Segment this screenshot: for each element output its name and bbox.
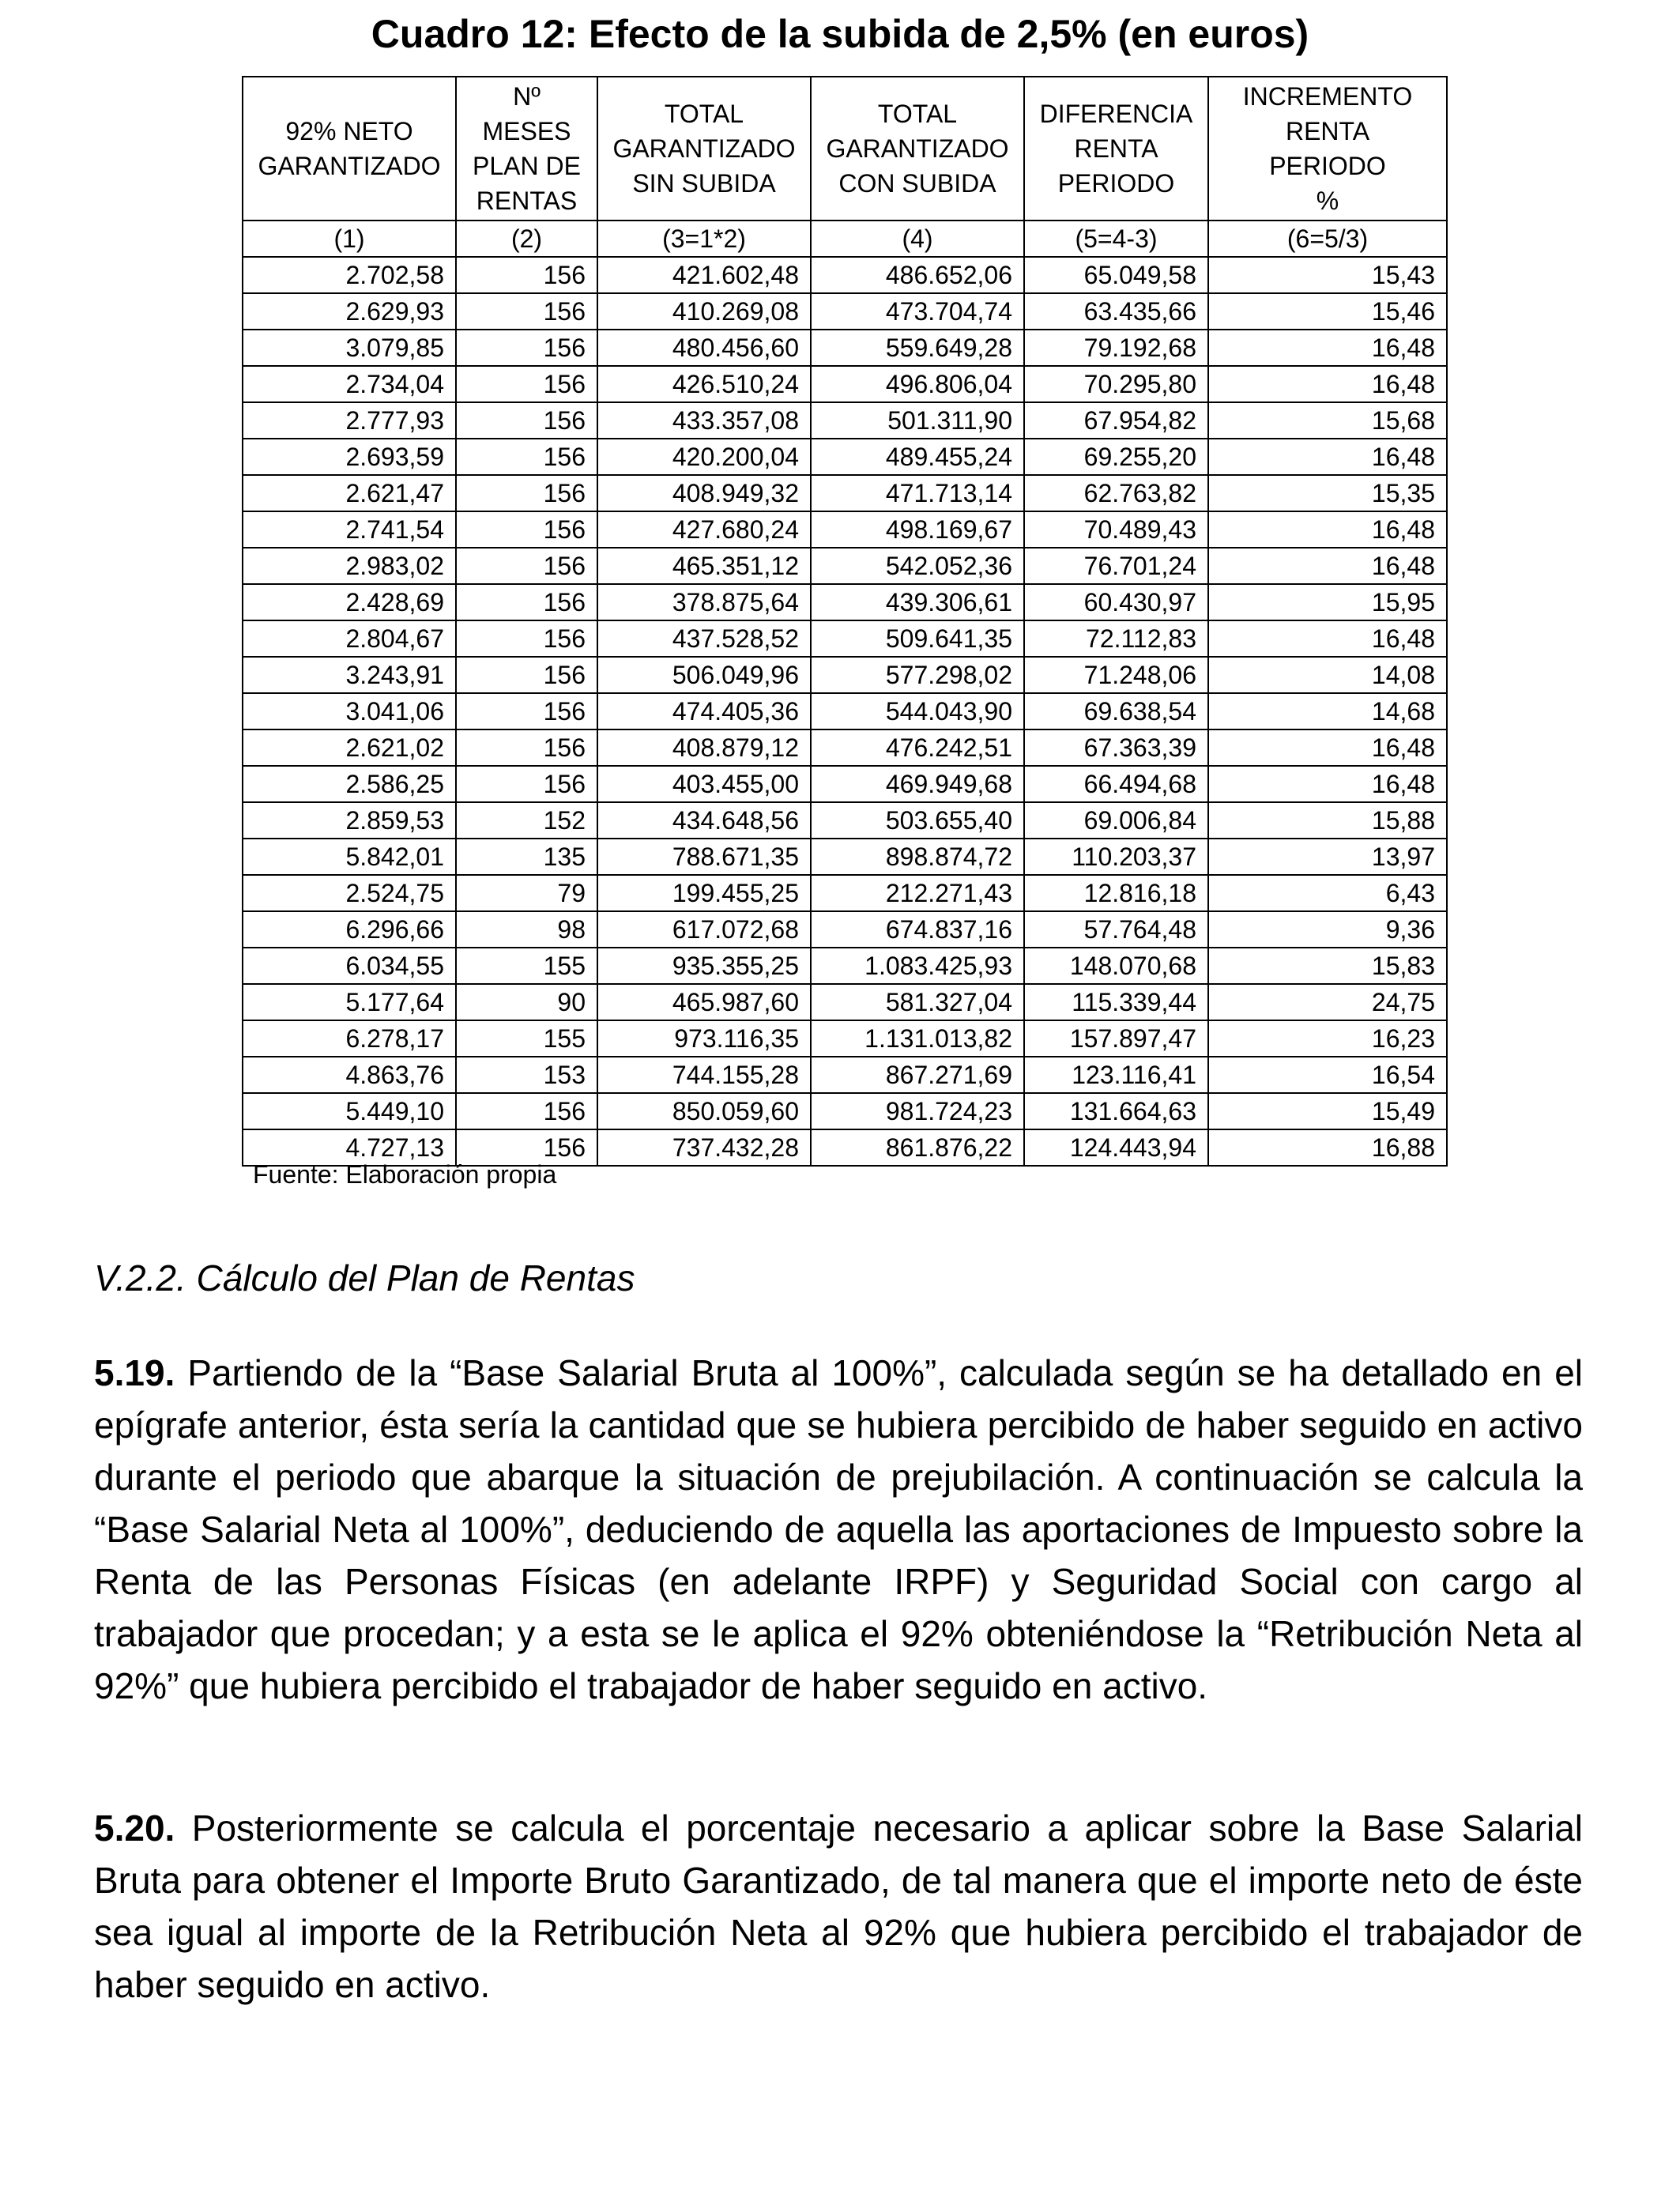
table-body [243,257,1447,1166]
table-cell: 5.449,10 [243,1093,456,1129]
table-cell: 16,54 [1208,1057,1447,1093]
column-header: DIFERENCIA RENTA PERIODO [1024,77,1208,221]
formula-cell: (6=5/3) [1208,221,1447,257]
table-cell: 110.203,37 [1024,839,1208,875]
table-cell: 70.489,43 [1024,511,1208,548]
table-cell: 2.734,04 [243,366,456,402]
table-cell: 16,48 [1208,548,1447,584]
table-cell: 12.816,18 [1024,875,1208,911]
table-cell: 427.680,24 [597,511,811,548]
table-cell: 90 [456,984,597,1020]
paragraph-text: Posteriormente se calcula el porcentaje necesario a aplicar sobre la Base Salarial Bruta para obtener el Importe Bruto Garantizado, de tal manera que el importe neto de éste sea igual al importe de la Retribución Neta al 92% que hubiera percibido el trabajador de haber seguido en activo. [94,1808,1584,2005]
column-header: 92% NETO GARANTIZADO [243,77,456,221]
table-cell: 410.269,08 [597,293,811,330]
table-cell: 3.243,91 [243,657,456,693]
table-cell: 935.355,25 [597,948,811,984]
table-cell: 156 [456,511,597,548]
table-cell: 124.443,94 [1024,1129,1208,1166]
table-cell: 156 [456,766,597,802]
table-cell: 16,48 [1208,729,1447,766]
table-cell: 5.177,64 [243,984,456,1020]
formula-cell: (2) [456,221,597,257]
table-cell: 473.704,74 [811,293,1024,330]
column-header: TOTAL GARANTIZADO SIN SUBIDA [597,77,811,221]
table-row [243,293,1447,330]
table-cell: 2.428,69 [243,584,456,620]
table-cell: 15,35 [1208,475,1447,511]
table-cell: 63.435,66 [1024,293,1208,330]
table-cell: 439.306,61 [811,584,1024,620]
table-cell: 156 [456,729,597,766]
table-row [243,366,1447,402]
table-cell: 16,48 [1208,366,1447,402]
table-cell: 156 [456,439,597,475]
table-cell: 469.949,68 [811,766,1024,802]
table-cell: 850.059,60 [597,1093,811,1129]
table-cell: 72.112,83 [1024,620,1208,657]
table-cell: 2.859,53 [243,802,456,839]
table-cell: 403.455,00 [597,766,811,802]
table-cell: 465.987,60 [597,984,811,1020]
table-cell: 16,48 [1208,766,1447,802]
table-row [243,620,1447,657]
table-cell: 16,23 [1208,1020,1447,1057]
table-cell: 737.432,28 [597,1129,811,1166]
table-cell: 15,95 [1208,584,1447,620]
table-cell: 617.072,68 [597,911,811,948]
table-cell: 199.455,25 [597,875,811,911]
table-row [243,693,1447,729]
table-cell: 15,46 [1208,293,1447,330]
table-cell: 79.192,68 [1024,330,1208,366]
table-cell: 65.049,58 [1024,257,1208,293]
table-cell: 480.456,60 [597,330,811,366]
table-cell: 16,88 [1208,1129,1447,1166]
table-cell: 2.777,93 [243,402,456,439]
table-cell: 15,88 [1208,802,1447,839]
table-cell: 581.327,04 [811,984,1024,1020]
table-cell: 506.049,96 [597,657,811,693]
table-cell: 437.528,52 [597,620,811,657]
table-cell: 2.586,25 [243,766,456,802]
table-cell: 476.242,51 [811,729,1024,766]
table-cell: 744.155,28 [597,1057,811,1093]
table-cell: 501.311,90 [811,402,1024,439]
table-cell: 148.070,68 [1024,948,1208,984]
table-cell: 79 [456,875,597,911]
table-cell: 156 [456,693,597,729]
table-cell: 24,75 [1208,984,1447,1020]
table-cell: 2.804,67 [243,620,456,657]
table-row [243,802,1447,839]
column-header: TOTAL GARANTIZADO CON SUBIDA [811,77,1024,221]
table-header-row [243,77,1447,221]
table-cell: 16,48 [1208,511,1447,548]
table-cell: 16,48 [1208,620,1447,657]
table-row [243,257,1447,293]
table-cell: 861.876,22 [811,1129,1024,1166]
table-cell: 6.296,66 [243,911,456,948]
table-cell: 156 [456,402,597,439]
table-cell: 9,36 [1208,911,1447,948]
table-cell: 489.455,24 [811,439,1024,475]
table-cell: 6,43 [1208,875,1447,911]
table-cell: 898.874,72 [811,839,1024,875]
table-cell: 559.649,28 [811,330,1024,366]
table-cell: 67.363,39 [1024,729,1208,766]
table-cell: 471.713,14 [811,475,1024,511]
table-cell: 135 [456,839,597,875]
table-cell: 2.629,93 [243,293,456,330]
data-table [242,76,1448,1167]
paragraph-text: Partiendo de la “Base Salarial Bruta al 100%”, calculada según se ha detallado en el epígrafe anterior, ésta sería la cantidad que se hubiera percibido de haber seguido en activo durante el periodo que abarque la situación de prejubilación. A continuación se calcula la “Base Salarial Neta al 100%”, deduciendo de aquella las aportaciones de Impuesto sobre la Renta de las Personas Físicas (en adelante IRPF) y Seguridad Social con cargo al trabajador que procedan; y a esta se le aplica el 92% obteniéndose la “Retribución Neta al 92%” que hubiera percibido el trabajador de haber seguido en activo. [94,1352,1583,1706]
table-cell: 156 [456,584,597,620]
table-row [243,584,1447,620]
table-row [243,948,1447,984]
table-row [243,657,1447,693]
table-cell: 155 [456,948,597,984]
table-cell: 503.655,40 [811,802,1024,839]
table-row [243,875,1447,911]
table-cell: 66.494,68 [1024,766,1208,802]
table-row [243,475,1447,511]
table-cell: 15,43 [1208,257,1447,293]
table-cell: 867.271,69 [811,1057,1024,1093]
table-cell: 69.255,20 [1024,439,1208,475]
section-heading: V.2.2. Cálculo del Plan de Rentas [94,1257,635,1299]
table-cell: 156 [456,620,597,657]
table-row [243,766,1447,802]
table-row [243,839,1447,875]
table-cell: 62.763,82 [1024,475,1208,511]
table-cell: 1.131.013,82 [811,1020,1024,1057]
table-cell: 5.842,01 [243,839,456,875]
table-cell: 14,08 [1208,657,1447,693]
table-cell: 973.116,35 [597,1020,811,1057]
table-cell: 60.430,97 [1024,584,1208,620]
table-cell: 434.648,56 [597,802,811,839]
table-cell: 153 [456,1057,597,1093]
table-cell: 577.298,02 [811,657,1024,693]
table-row [243,439,1447,475]
table-cell: 156 [456,366,597,402]
table-cell: 433.357,08 [597,402,811,439]
table-cell: 426.510,24 [597,366,811,402]
table-cell: 421.602,48 [597,257,811,293]
table-cell: 155 [456,1020,597,1057]
formula-cell: (3=1*2) [597,221,811,257]
table-cell: 69.638,54 [1024,693,1208,729]
table-row [243,1057,1447,1093]
table-row [243,1093,1447,1129]
table-source: Fuente: Elaboración propia [253,1160,557,1189]
formula-cell: (5=4-3) [1024,221,1208,257]
table-title: Cuadro 12: Efecto de la subida de 2,5% (en euros) [371,12,1309,56]
table-cell: 15,68 [1208,402,1447,439]
table-cell: 486.652,06 [811,257,1024,293]
table-cell: 4.863,76 [243,1057,456,1093]
table-row [243,984,1447,1020]
table-cell: 57.764,48 [1024,911,1208,948]
table-cell: 16,48 [1208,330,1447,366]
table-cell: 156 [456,330,597,366]
paragraph-number: 5.19. [94,1352,175,1393]
paragraph [94,1802,1583,2011]
table-cell: 2.524,75 [243,875,456,911]
table-cell: 156 [456,293,597,330]
table-cell: 788.671,35 [597,839,811,875]
table-cell: 420.200,04 [597,439,811,475]
table-cell: 465.351,12 [597,548,811,584]
table-row [243,548,1447,584]
table-cell: 981.724,23 [811,1093,1024,1129]
table-cell: 408.949,32 [597,475,811,511]
table-cell: 156 [456,657,597,693]
table-row [243,911,1447,948]
table-cell: 2.702,58 [243,257,456,293]
table-row [243,330,1447,366]
table-cell: 157.897,47 [1024,1020,1208,1057]
table-cell: 152 [456,802,597,839]
table-cell: 71.248,06 [1024,657,1208,693]
table-cell: 156 [456,1093,597,1129]
table-cell: 2.741,54 [243,511,456,548]
formula-row [243,221,1447,257]
table-cell: 544.043,90 [811,693,1024,729]
table-cell: 378.875,64 [597,584,811,620]
table-cell: 496.806,04 [811,366,1024,402]
table-cell: 6.278,17 [243,1020,456,1057]
table-cell: 212.271,43 [811,875,1024,911]
table-row [243,1020,1447,1057]
table-cell: 15,83 [1208,948,1447,984]
table-cell: 3.041,06 [243,693,456,729]
table-cell: 2.983,02 [243,548,456,584]
table-cell: 2.621,02 [243,729,456,766]
table-cell: 1.083.425,93 [811,948,1024,984]
column-header: INCREMENTO RENTA PERIODO % [1208,77,1447,221]
column-header: Nº MESES PLAN DE RENTAS [456,77,597,221]
table-cell: 498.169,67 [811,511,1024,548]
paragraph [94,1347,1583,1712]
table-cell: 156 [456,1129,597,1166]
table-cell: 3.079,85 [243,330,456,366]
table-cell: 98 [456,911,597,948]
table-cell: 156 [456,475,597,511]
table-cell: 67.954,82 [1024,402,1208,439]
table-cell: 14,68 [1208,693,1447,729]
table-cell: 474.405,36 [597,693,811,729]
table-cell: 16,48 [1208,439,1447,475]
table-cell: 674.837,16 [811,911,1024,948]
table-cell: 156 [456,257,597,293]
table-row [243,511,1447,548]
table-cell: 69.006,84 [1024,802,1208,839]
table-row [243,729,1447,766]
table-cell: 70.295,80 [1024,366,1208,402]
table-cell: 15,49 [1208,1093,1447,1129]
table-cell: 76.701,24 [1024,548,1208,584]
table-cell: 542.052,36 [811,548,1024,584]
table-cell: 123.116,41 [1024,1057,1208,1093]
table-cell: 408.879,12 [597,729,811,766]
table-cell: 2.621,47 [243,475,456,511]
table-cell: 156 [456,548,597,584]
table-cell: 115.339,44 [1024,984,1208,1020]
table-cell: 2.693,59 [243,439,456,475]
table-row [243,402,1447,439]
table-cell: 13,97 [1208,839,1447,875]
table-cell: 131.664,63 [1024,1093,1208,1129]
table-cell: 4.727,13 [243,1129,456,1166]
paragraph-number: 5.20. [94,1808,175,1849]
formula-cell: (4) [811,221,1024,257]
formula-cell: (1) [243,221,456,257]
table-cell: 509.641,35 [811,620,1024,657]
table-cell: 6.034,55 [243,948,456,984]
